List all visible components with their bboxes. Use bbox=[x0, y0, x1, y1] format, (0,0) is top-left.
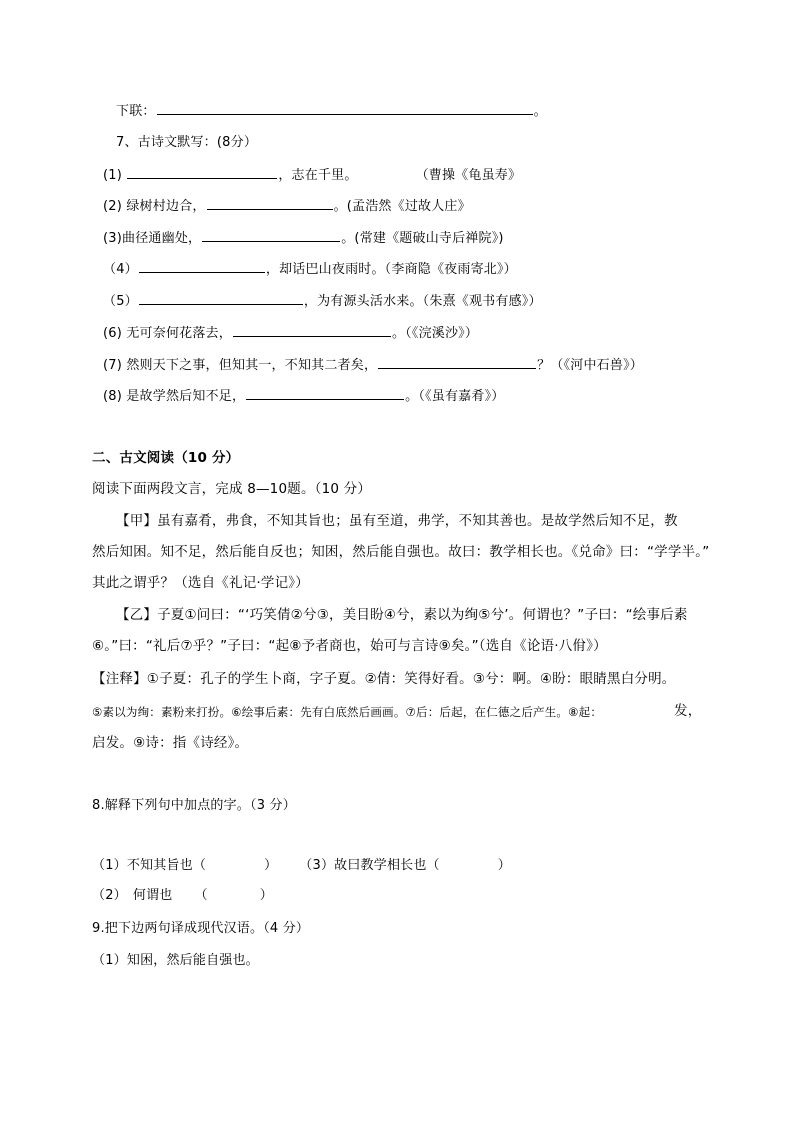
q7-item-8 bbox=[103, 386, 504, 406]
notes-line-2: ⑤素以为绚：素粉来打扮。⑥绘事后素：先有白底然后画画。⑦后：后起，在仁德之后产生。⑧起： bbox=[92, 705, 603, 719]
passage-jia-line-1: 【甲】虽有嘉肴，弗食，不知其旨也；虽有至道，弗学，不知其善也。是故学然后知不足，教 bbox=[116, 513, 678, 529]
item-number: （4） bbox=[103, 262, 138, 277]
answer-blank[interactable] bbox=[139, 259, 265, 273]
notes-line-2-tail: 发， bbox=[674, 703, 702, 719]
item-text: ，为有源头活水来。（朱熹《观书有感》） bbox=[303, 294, 542, 309]
answer-blank[interactable] bbox=[233, 323, 391, 337]
couplet-end: 。 bbox=[533, 104, 547, 119]
couplet-line bbox=[116, 101, 547, 121]
q7-item-5 bbox=[103, 291, 542, 311]
item-text: 然则天下之事，但知其一，不知其二者矣， bbox=[126, 358, 378, 373]
item-text: 绿树村边合， bbox=[126, 199, 206, 214]
item-number: (6) bbox=[103, 326, 123, 341]
q8-item-2: 何谓也 bbox=[132, 888, 173, 903]
item-number: (3) bbox=[103, 231, 123, 246]
answer-blank[interactable] bbox=[157, 101, 533, 115]
q7-item-3 bbox=[103, 228, 504, 248]
q8-row-2 bbox=[92, 887, 273, 905]
item-text: 。(孟浩然《过故人庄》 bbox=[333, 199, 471, 214]
notes-line-3: 启发。⑨诗：指《诗经》。 bbox=[92, 735, 249, 751]
section-intro: 阅读下面两段文言，完成 8—10题。（10 分） bbox=[92, 481, 372, 497]
answer-blank[interactable] bbox=[246, 386, 404, 400]
q8-item-3: （3）故曰教学相长也（ bbox=[299, 858, 440, 873]
passage-yi-line-1: 【乙】子夏①问曰：“‘巧笑倩②兮③，美目盼④兮，素以为绚⑤兮’。何谓也？”子曰：“绘事后素 bbox=[116, 607, 688, 623]
q8-item-2-open: （ bbox=[194, 888, 208, 903]
item-source: （曹操《龟虽寿》 bbox=[415, 168, 522, 183]
q8-row-1 bbox=[92, 857, 511, 875]
q7-item-1 bbox=[103, 165, 521, 185]
item-text: 无可奈何花落去， bbox=[126, 326, 232, 341]
item-text: 。(常建《题破山寺后禅院》) bbox=[341, 231, 504, 246]
item-text: 。（《浣溪沙》） bbox=[391, 326, 479, 341]
q9-item-1: （1）知困，然后能自强也。 bbox=[92, 953, 259, 968]
item-number: （5） bbox=[103, 294, 138, 309]
item-number: (8) bbox=[103, 389, 123, 404]
couplet-label: 下联： bbox=[116, 104, 156, 119]
item-number: (7) bbox=[103, 358, 123, 373]
q8-item-1: （1）不知其旨也（ bbox=[92, 858, 207, 873]
q7-item-4 bbox=[103, 259, 517, 279]
item-number: (1) bbox=[103, 168, 123, 183]
item-text: 。（《虽有嘉肴》） bbox=[405, 389, 505, 404]
q7-title: 7、古诗文默写：(8分） bbox=[116, 135, 258, 150]
section-heading: 二、古文阅读（10 分） bbox=[92, 450, 240, 466]
item-text: ？（《河中石兽》） bbox=[537, 358, 643, 373]
answer-blank[interactable] bbox=[207, 196, 333, 210]
item-text: 是故学然后知不足， bbox=[126, 389, 246, 404]
item-number: （2） bbox=[92, 888, 127, 903]
passage-jia-line-2: 然后知困。知不足，然后能自反也；知困，然后能自强也。故曰：教学相长也。《兑命》曰：“学学半。” bbox=[92, 544, 710, 560]
passage-yi-line-2: ⑥。”曰：“礼后⑦乎？”子曰：“起⑧予者商也，始可与言诗⑨矣。”（选自《论语·八佾》） bbox=[92, 638, 607, 654]
answer-blank[interactable] bbox=[127, 165, 277, 179]
answer-blank[interactable] bbox=[139, 291, 303, 305]
q8-item-1-close: ） bbox=[264, 858, 278, 873]
answer-blank[interactable] bbox=[202, 228, 340, 242]
q9-title: 9.把下边两句译成现代汉语。（4 分） bbox=[92, 921, 310, 936]
item-number: (2) bbox=[103, 199, 123, 214]
q7-item-2 bbox=[103, 196, 471, 216]
q7-item-7 bbox=[103, 355, 643, 375]
q8-item-2-close: ） bbox=[259, 888, 273, 903]
item-text: ，志在千里。 bbox=[278, 168, 358, 183]
answer-blank[interactable] bbox=[378, 355, 536, 369]
passage-jia-line-3: 其此之谓乎？（选自《礼记·学记》） bbox=[92, 575, 309, 591]
item-text: 曲径通幽处， bbox=[122, 231, 202, 246]
q8-item-3-close: ） bbox=[497, 858, 511, 873]
q8-title: 8.解释下列句中加点的字。（3 分） bbox=[92, 798, 296, 813]
item-text: ，却话巴山夜雨时。（李商隐《夜雨寄北》） bbox=[265, 262, 517, 277]
notes-line-1: 【注释】①子夏：孔子的学生卜商，字子夏。②倩：笑得好看。③兮：啊。④盼：眼睛黑白分明。 bbox=[92, 671, 676, 687]
q7-item-6 bbox=[103, 323, 478, 343]
